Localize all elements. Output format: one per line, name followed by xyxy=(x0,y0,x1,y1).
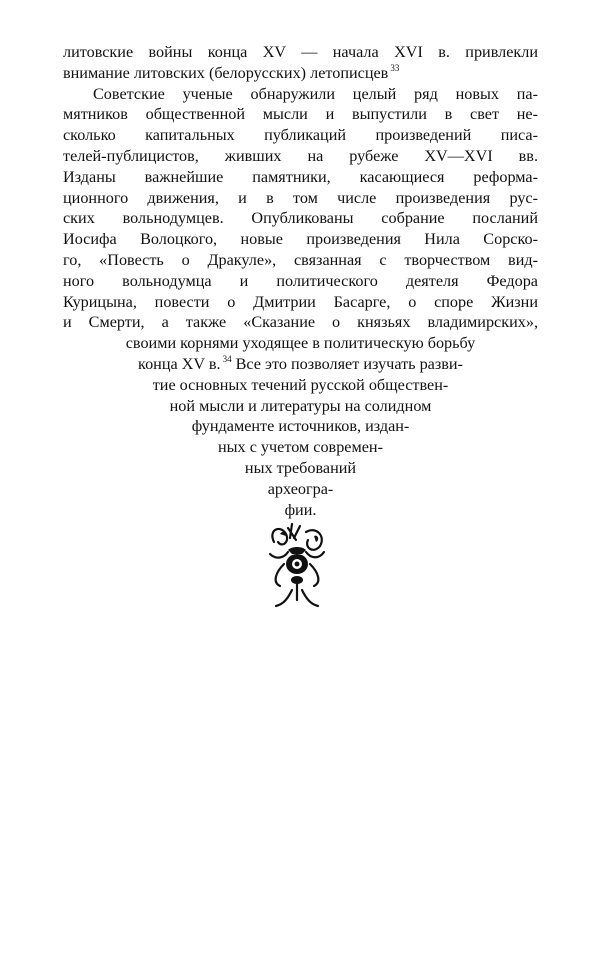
text-line: ных требований xyxy=(244,458,357,477)
footnote-ref: 33 xyxy=(390,62,400,73)
footnote-ref: 34 xyxy=(222,353,232,364)
text-line: Изданы важнейшие памятники, касающиеся реформа- xyxy=(63,167,538,186)
text-line: своими корнями уходящее в политическую борьбу xyxy=(125,334,476,353)
text-line: го, «Повесть о Дракуле», связанная с творчеством вид- xyxy=(63,250,538,269)
floral-ornament-icon xyxy=(262,520,332,610)
text-line: телей-публицистов, живших на рубеже XV—XVI вв. xyxy=(63,146,538,165)
text-line: внимание литовских (белорусских) летописцев $^{33}$ xyxy=(63,62,400,82)
text-line: Советские ученые обнаружили целый ряд новых па- xyxy=(93,84,538,103)
text-line: ционного движения, и в том числе произведения рус- xyxy=(63,188,538,207)
text-line: сколько капитальных публикаций произведений писа- xyxy=(63,126,538,145)
text-line: конца XV в. $^{34}$ Все это позволяет изучать разви- xyxy=(138,353,463,373)
text-line: ного вольнодумца и политического деятеля Федора xyxy=(63,271,538,290)
text-line: Иосифа Волоцкого, новые произведения Нила Сорско- xyxy=(63,230,538,249)
text-line: ных с учетом современ- xyxy=(218,438,383,457)
text-line: ских вольнодумцев. Опубликованы собрание посланий xyxy=(63,209,538,228)
text-line: литовские войны конца XV — начала XVI в. привлекли xyxy=(63,43,538,61)
text-line: мятников общественной мысли и выпустили в свет не- xyxy=(63,105,538,124)
text-line: фии. xyxy=(284,500,317,519)
text-line: ной мысли и литературы на солидном xyxy=(169,396,432,415)
text-line: фундаменте источников, издан- xyxy=(191,417,410,436)
body-text xyxy=(63,42,538,520)
text-line: Курицына, повести о Дмитрии Басарге, о споре Жизни xyxy=(63,292,538,311)
text-line: и Смерти, а также «Сказание о князьях владимирских», xyxy=(63,313,538,332)
text-line: археогра- xyxy=(267,479,334,498)
text-line: тие основных течений русской обществен- xyxy=(152,375,449,394)
